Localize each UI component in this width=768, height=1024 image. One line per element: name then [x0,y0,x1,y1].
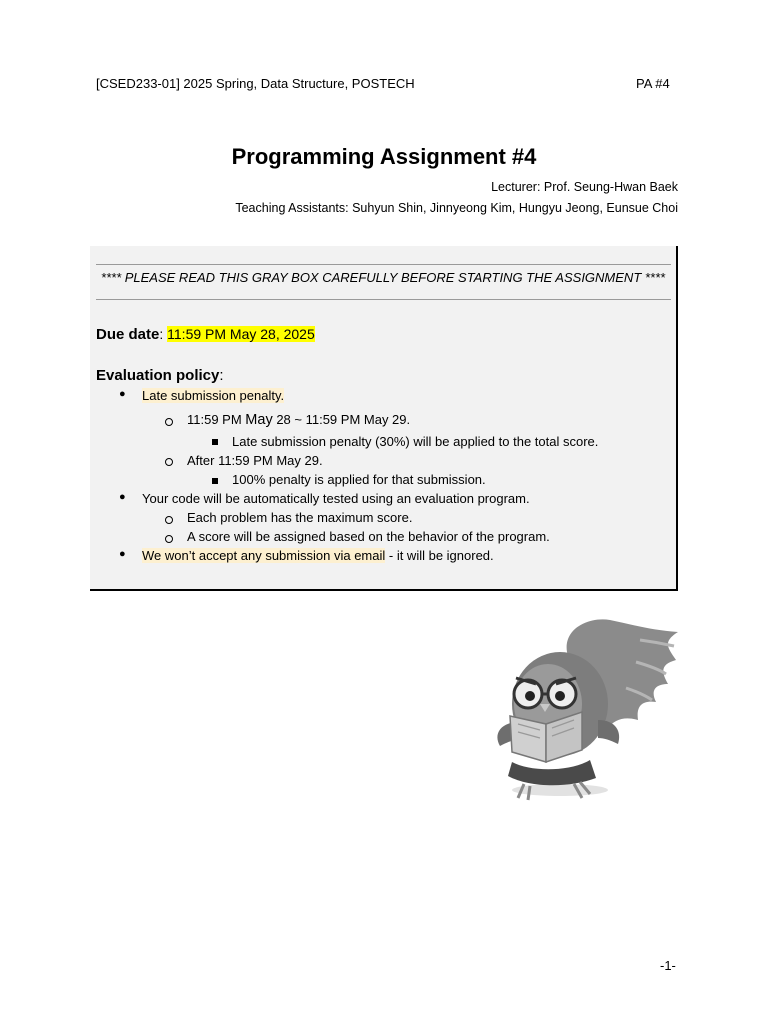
auto-behavior: A score will be assigned based on the behavior of the program. [187,529,550,544]
due-date-colon: : [159,326,164,342]
circle-bullet-icon [165,458,173,466]
bullet-icon: ● [119,491,126,503]
late-penalty-text: Late submission penalty. [142,388,285,403]
header-course: [CSED233-01] 2025 Spring, Data Structure, POSTECH [96,76,415,91]
due-date-label: Due date [96,326,160,343]
late-window-end: 28 ~ 11:59 PM May 29. [272,412,411,427]
bullet-icon: ● [119,548,126,560]
lecturer-line: Lecturer: Prof. Seung-Hwan Baek [491,180,678,194]
list-item-after: After 11:59 PM May 29. [187,453,323,468]
circle-bullet-icon [165,516,173,524]
evaluation-policy [96,367,224,384]
email-warning-tail: - it will be ignored. [385,548,494,563]
notice-box [90,246,678,591]
after-detail: 100% penalty is applied for that submission. [232,472,486,487]
header-pa-number: PA #4 [636,76,670,91]
evaluation-policy-label: Evaluation policy [96,367,220,384]
list-item-email [142,548,494,563]
list-item-late [142,388,284,403]
page-number: -1- [660,958,676,973]
due-date-value: 11:59 PM May 28, 2025 [167,326,315,342]
top-rule [96,264,671,265]
list-item-late-window [187,412,410,428]
page-title: Programming Assignment #4 [231,144,537,169]
circle-bullet-icon [165,535,173,543]
bottom-rule [96,299,671,300]
owl-reading-book-icon [490,612,682,808]
email-warning: We won’t accept any submission via email [142,548,386,563]
bullet-icon: ● [119,388,126,400]
late-window-start: 11:59 PM [187,412,246,427]
late-window-month: May [245,412,273,428]
circle-bullet-icon [165,418,173,426]
late-window-detail: Late submission penalty (30%) will be applied to the total score. [232,434,599,449]
list-item-auto: Your code will be automatically tested using an evaluation program. [142,491,530,506]
notice-text: **** PLEASE READ THIS GRAY BOX CAREFULLY BEFORE STARTING THE ASSIGNMENT **** [100,270,666,285]
auto-max-score: Each problem has the maximum score. [187,510,413,525]
square-bullet-icon [212,439,218,445]
due-date [96,326,315,343]
square-bullet-icon [212,478,218,484]
evaluation-policy-colon: : [219,367,224,384]
teaching-assistants-line: Teaching Assistants: Suhyun Shin, Jinnyeong Kim, Hungyu Jeong, Eunsue Choi [235,201,678,215]
